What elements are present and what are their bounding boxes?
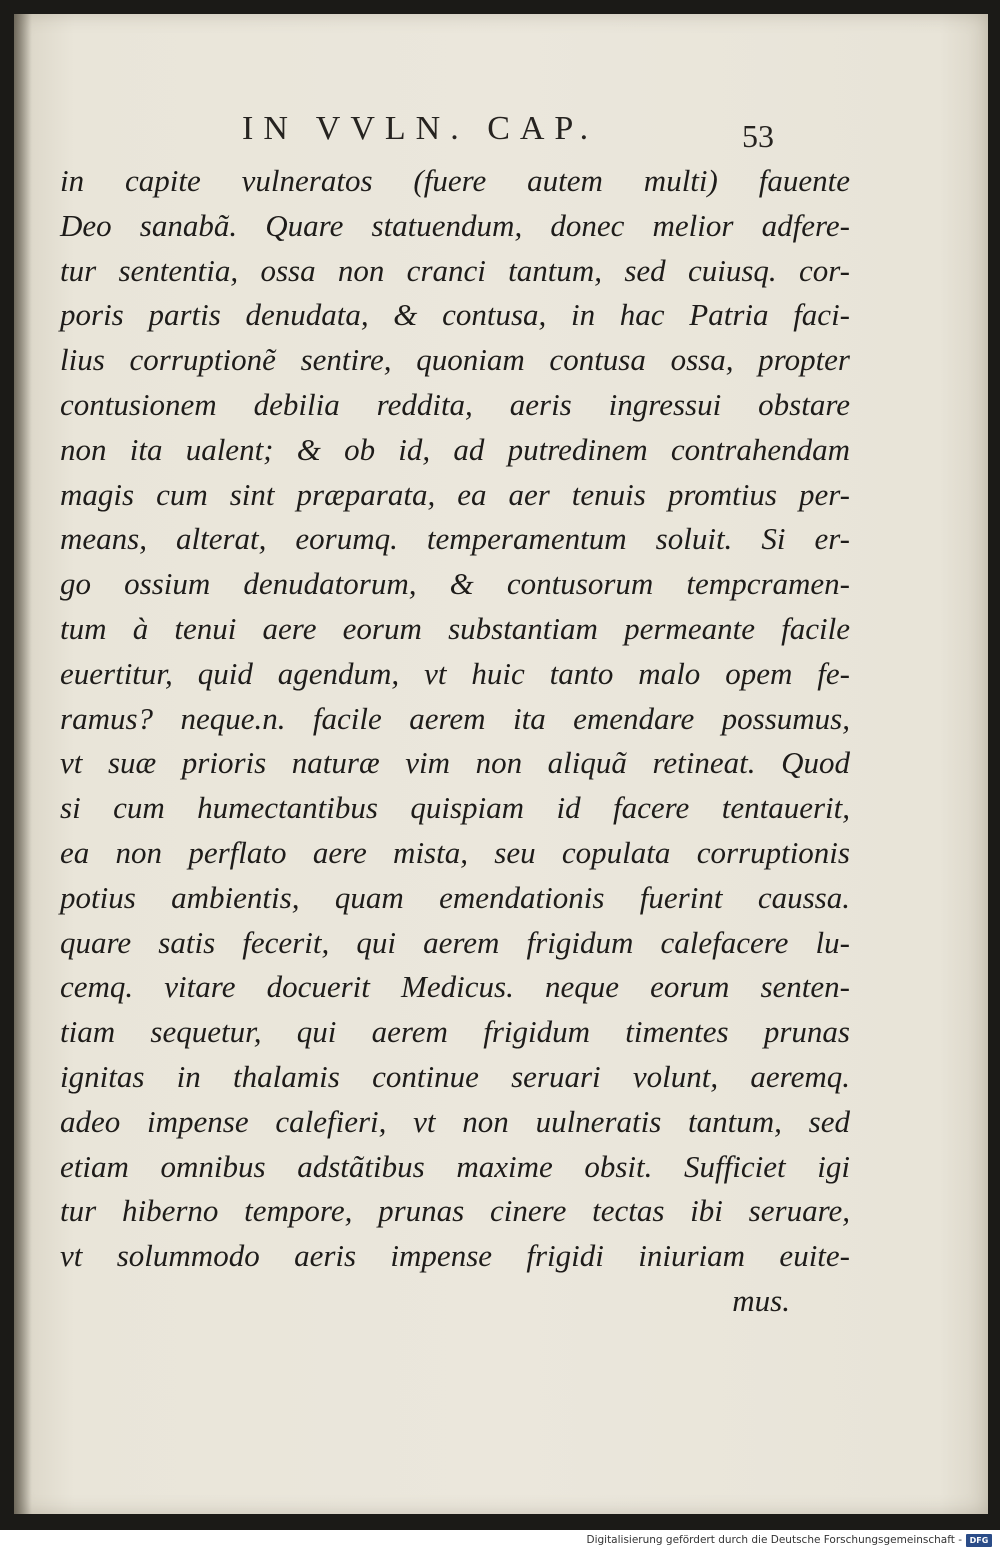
text-line: vt solummodo aeris impense frigidi iniuriam euite- xyxy=(60,1238,850,1274)
book-page xyxy=(14,14,988,1514)
text-line: tur sententia, ossa non cranci tantum, sed cuiusq. cor- xyxy=(60,252,850,288)
text-line: ramus? neque.n. facile aerem ita emendare possumus, xyxy=(60,700,850,736)
text-line: ea non perflato aere mista, seu copulata corruptionis xyxy=(60,834,850,870)
dfg-logo-icon[interactable]: DFG xyxy=(966,1534,992,1547)
text-line: quare satis fecerit, qui aerem frigidum calefacere lu- xyxy=(60,924,850,960)
text-line: tur hiberno tempore, prunas cinere tectas ibi seruare, xyxy=(60,1193,850,1229)
text-line: vt suæ prioris naturæ vim non aliquã retineat. Quod xyxy=(60,745,850,781)
text-line: lius corruptionẽ sentire, quoniam contusa ossa, propter xyxy=(60,342,850,378)
text-line: si cum humectantibus quispiam id facere tentauerit, xyxy=(60,790,850,826)
funding-credit: Digitalisierung gefördert durch die Deutsche Forschungsgemeinschaft - xyxy=(586,1534,962,1546)
text-line: potius ambientis, quam emendationis fuerint caussa. xyxy=(60,879,850,915)
text-line: non ita ualent; & ob id, ad putredinem contrahendam xyxy=(60,431,850,467)
gutter-shadow xyxy=(14,14,32,1514)
text-line: adeo impense calefieri, vt non uulneratis tantum, sed xyxy=(60,1103,850,1139)
text-line: tum à tenui aere eorum substantiam permeante facile xyxy=(60,610,850,646)
text-line: Deo sanabã. Quare statuendum, donec melior adfere- xyxy=(60,207,850,243)
text-line: contusionem debilia reddita, aeris ingressui obstare xyxy=(60,386,850,422)
text-line: go ossium denudatorum, & contusorum tempcramen- xyxy=(60,566,850,602)
text-line: ignitas in thalamis continue seruari volunt, aeremq. xyxy=(60,1058,850,1094)
page-number: 53 xyxy=(742,118,774,154)
text-line: etiam omnibus adstãtibus maxime obsit. Sufficiet igi xyxy=(60,1148,850,1184)
running-head: IN VVLN. CAP. xyxy=(242,110,599,147)
text-line: cemq. vitare docuerit Medicus. neque eorum senten- xyxy=(60,969,850,1005)
text-line: in capite vulneratos (fuere autem multi) fauente xyxy=(60,163,850,198)
text-line: poris partis denudata, & contusa, in hac Patria faci- xyxy=(60,297,850,333)
body-text xyxy=(60,159,850,1324)
text-line: tiam sequetur, qui aerem frigidum timentes prunas xyxy=(60,1014,850,1050)
text-line: means, alterat, eorumq. temperamentum soluit. Si er- xyxy=(60,521,850,557)
text-line: magis cum sint præparata, ea aer tenuis promtius per- xyxy=(60,476,850,512)
catchword: mus. xyxy=(732,1282,790,1318)
text-line: euertitur, quid agendum, vt huic tanto malo opem fe- xyxy=(60,655,850,691)
